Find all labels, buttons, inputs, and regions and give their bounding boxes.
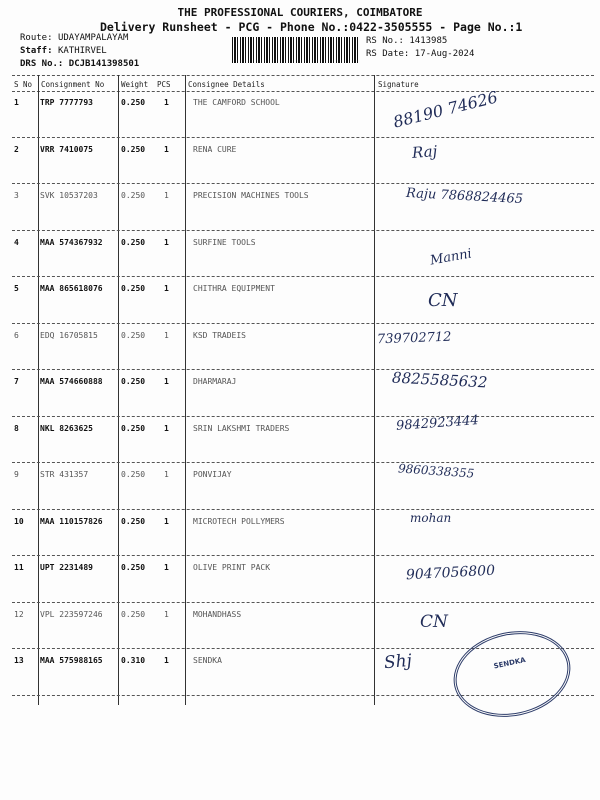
barcode [232, 37, 358, 63]
row-consignment-no: MAA 865618076 [40, 284, 103, 293]
staff-value: KATHIRVEL [57, 46, 107, 56]
row-consignment-no: VRR 7410075 [40, 144, 93, 154]
drs-line: DRS No.: DCJB141398501 [20, 59, 140, 69]
company-title: THE PROFESSIONAL COURIERS, COIMBATORE [177, 6, 423, 19]
row-consignee: OLIVE PRINT PACK [193, 563, 271, 572]
col-header-consignee: Consignee Details [188, 80, 265, 89]
row-separator [12, 323, 594, 324]
row-pcs: 1 [164, 377, 169, 386]
stamp-text: SENDKA [493, 655, 527, 671]
row-weight: 0.250 [121, 237, 146, 247]
row-sno: 12 [14, 609, 24, 619]
col-header-pcs: PCS [157, 80, 171, 89]
row-pcs: 1 [164, 563, 169, 572]
row-weight: 0.250 [121, 470, 146, 479]
row-consignee: PONVIJAY [193, 470, 232, 479]
row-sno: 3 [14, 191, 19, 200]
row-consignment-no: MAA 574367932 [40, 237, 103, 247]
row-weight: 0.250 [121, 423, 146, 433]
row-sno: 8 [14, 423, 19, 433]
row-sno: 5 [14, 284, 19, 293]
row-separator [12, 230, 594, 231]
row-weight: 0.250 [121, 98, 146, 107]
row-consignment-no: MAA 574660888 [40, 377, 103, 386]
row-separator [12, 276, 594, 277]
row-pcs: 1 [164, 423, 169, 433]
row-sno: 6 [14, 330, 19, 340]
row-consignment-no: MAA 575988165 [40, 656, 103, 665]
row-consignment-no: SVK 10537203 [40, 191, 98, 200]
drs-value: DCJB141398501 [68, 59, 140, 69]
row-consignment-no: STR 431357 [40, 470, 89, 479]
col-divider [38, 75, 39, 705]
row-signature: Manni [429, 245, 473, 269]
row-weight: 0.250 [121, 284, 146, 293]
row-sno: 13 [14, 656, 24, 665]
col-header-signature: Signature [378, 80, 419, 89]
col-header-consignment: Consignment No [41, 80, 105, 89]
row-consignee: SRIN LAKSHMI TRADERS [193, 423, 290, 433]
header-rule [12, 91, 594, 92]
row-consignee: THE CAMFORD SCHOOL [193, 98, 280, 107]
row-signature: 9860338355 [397, 461, 475, 481]
rs-date-line: RS Date: 17-Aug-2024 [366, 49, 475, 59]
row-signature: Raju 7868824465 [405, 185, 524, 208]
row-sno: 11 [14, 563, 24, 572]
row-pcs: 1 [164, 191, 169, 200]
row-weight: 0.250 [121, 563, 146, 572]
row-weight: 0.250 [121, 144, 146, 154]
row-signature: CN [420, 611, 448, 632]
row-signature: 9842923444 [395, 412, 480, 434]
runsheet-subtitle: Delivery Runsheet - PCG - Phone No.:0422-3505555 - Page No.:1 [100, 20, 523, 34]
row-separator [12, 555, 594, 556]
row-consignee: KSD TRADEIS [193, 330, 246, 340]
row-sno: 9 [14, 470, 19, 479]
staff-line: Staff: KATHIRVEL [20, 46, 107, 56]
row-sno: 2 [14, 144, 19, 154]
row-pcs: 1 [164, 144, 169, 154]
row-pcs: 1 [164, 516, 169, 526]
row-signature: 9047056800 [405, 562, 496, 584]
row-consignee: PRECISION MACHINES TOOLS [193, 191, 309, 200]
row-consignee: MOHANDHASS [193, 609, 242, 619]
row-weight: 0.250 [121, 191, 146, 200]
row-signature: mohan [410, 510, 452, 525]
row-sno: 4 [14, 237, 19, 247]
row-pcs: 1 [164, 237, 169, 247]
row-pcs: 1 [164, 609, 169, 619]
row-signature: Raj [411, 141, 438, 162]
row-separator [12, 462, 594, 463]
row-weight: 0.250 [121, 609, 146, 619]
row-consignment-no: UPT 2231489 [40, 563, 93, 572]
row-consignee: CHITHRA EQUIPMENT [193, 284, 275, 293]
rs-date-value: 17-Aug-2024 [414, 49, 475, 59]
col-divider [118, 75, 119, 705]
col-header-sno: S No [14, 80, 33, 89]
row-weight: 0.250 [121, 377, 146, 386]
row-separator [12, 416, 594, 417]
row-consignment-no: TRP 7777793 [40, 98, 93, 107]
row-separator [12, 183, 594, 184]
row-weight: 0.250 [121, 330, 146, 340]
row-consignment-no: VPL 223597246 [40, 609, 103, 619]
row-sno: 10 [14, 516, 24, 526]
row-separator [12, 509, 594, 510]
row-signature: 8825585632 [391, 368, 488, 392]
col-divider [185, 75, 186, 705]
row-sno: 7 [14, 377, 19, 386]
col-header-weight: Weight [121, 80, 149, 89]
row-consignment-no: EDQ 16705815 [40, 330, 98, 340]
row-separator [12, 602, 594, 603]
col-divider [374, 75, 375, 705]
row-consignment-no: NKL 8263625 [40, 423, 93, 433]
row-consignee: RENA CURE [193, 144, 237, 154]
row-consignee: MICROTECH POLLYMERS [193, 516, 285, 526]
company-stamp [446, 621, 579, 728]
rs-no-line: RS No.: 1413985 [366, 36, 448, 46]
row-consignment-no: MAA 110157826 [40, 516, 103, 526]
rs-no-value: 1413985 [409, 36, 448, 46]
row-consignee: DHARMARAJ [193, 377, 237, 386]
row-signature: Shj [383, 650, 413, 674]
row-sno: 1 [14, 98, 19, 107]
row-signature: 739702712 [376, 329, 452, 347]
route-line: Route: UDAYAMPALAYAM [20, 33, 129, 43]
row-pcs: 1 [164, 656, 169, 665]
row-consignee: SENDKA [193, 656, 222, 665]
row-weight: 0.310 [121, 656, 146, 665]
row-separator [12, 369, 594, 370]
row-signature: CN [428, 290, 458, 311]
row-separator [12, 137, 594, 138]
row-pcs: 1 [164, 330, 169, 340]
row-signature: 88190 74626 [391, 87, 500, 132]
route-value: UDAYAMPALAYAM [57, 33, 129, 43]
row-pcs: 1 [164, 98, 169, 107]
row-pcs: 1 [164, 470, 169, 479]
table-top-rule [12, 75, 594, 76]
row-consignee: SURFINE TOOLS [193, 237, 256, 247]
row-pcs: 1 [164, 284, 169, 293]
row-weight: 0.250 [121, 516, 146, 526]
